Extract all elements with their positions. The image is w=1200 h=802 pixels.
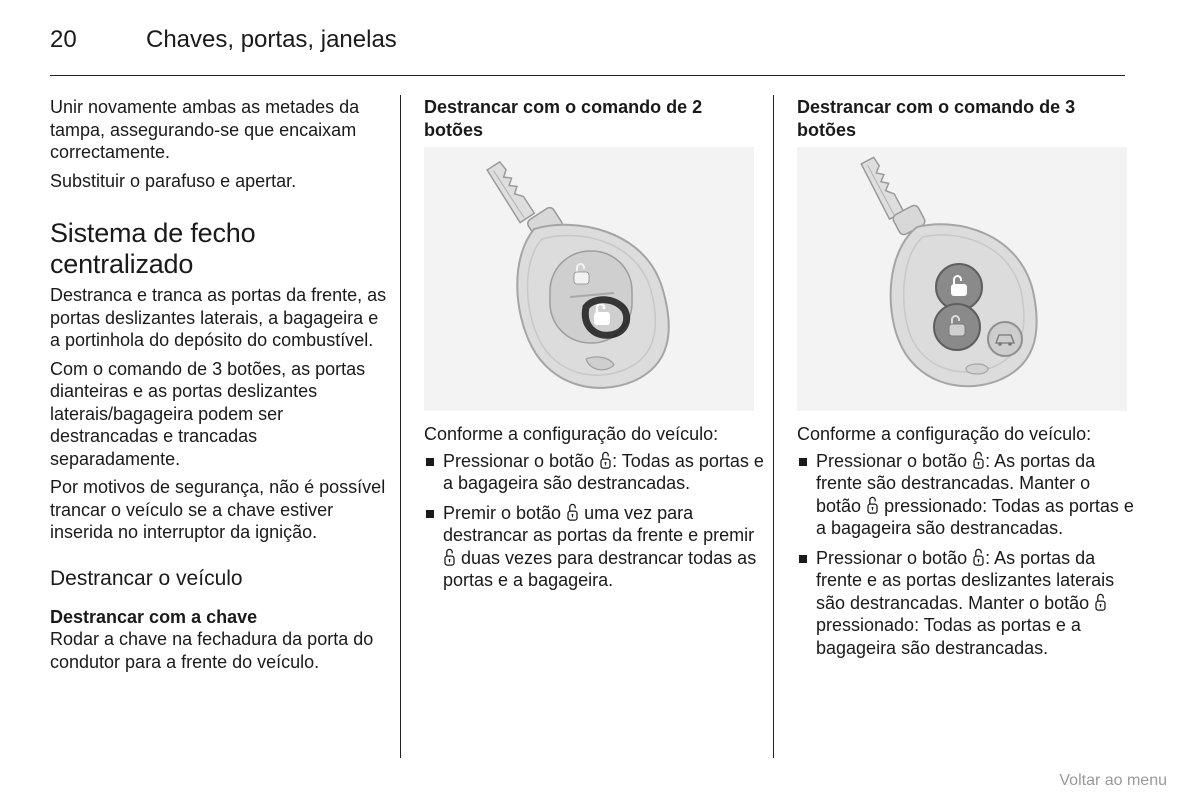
step-text: pressionado: Todas as portas e a bagageira são destrancadas. (816, 615, 1081, 658)
step-text: : As portas da frente e as portas deslizantes laterais são destrancadas. Manter o botão (816, 547, 1115, 613)
step-text: Premir o botão (443, 502, 562, 523)
list-item (797, 547, 1137, 660)
heading-2-button-remote: Destrancar com o comando de 2 botões (424, 97, 703, 140)
unlock-icon (973, 548, 984, 566)
paragraph-central-locking: Destranca e tranca as portas da frente, as portas deslizantes laterais, a bagageira e a portinhola do depósito do combustível. (50, 285, 387, 350)
paragraph-screw: Substituir o parafuso e apertar. (50, 170, 297, 191)
step-text: : Todas as portas e a bagageira são destrancadas. (443, 450, 764, 493)
column-divider-2 (773, 95, 774, 758)
step-text: Pressionar o botão (443, 450, 595, 471)
unlock-icon (867, 496, 878, 514)
header-rule (50, 75, 1125, 76)
step-text: : As portas da frente são destrancadas. Manter o botão (816, 450, 1096, 516)
heading-unlock-with-key: Destrancar com a chave (50, 606, 258, 627)
subsection-heading-unlock-vehicle: Destrancar o veículo (50, 566, 243, 590)
steps-3-button (797, 450, 1137, 660)
paragraph-safety: Por motivos de segurança, não é possível trancar o veículo se a chave estiver inserida no interruptor da ignição. (50, 477, 386, 542)
unlock-icon (1095, 593, 1106, 611)
column-3 (797, 96, 1137, 666)
list-item (797, 450, 1137, 540)
paragraph-reassemble: Unir novamente ambas as metades da tampa, assegurando-se que encaixam correctamente. (50, 97, 360, 162)
list-item (424, 502, 764, 592)
unlock-icon (567, 503, 578, 521)
section-heading-central-locking: Sistema de fecho centralizado (50, 218, 256, 279)
steps-2-button (424, 450, 764, 592)
page-header-title: Chaves, portas, janelas (146, 26, 397, 53)
heading-3-button-remote: Destrancar com o comando de 3 botões (797, 97, 1076, 140)
paragraph-3-button: Com o comando de 3 botões, as portas dianteiras e as portas deslizantes laterais/bagageira podem ser destrancadas e trancadas separadamente. (50, 358, 366, 469)
key-fob-2-buttons (424, 147, 754, 411)
column-divider-1 (400, 95, 401, 758)
column-2 (424, 96, 764, 599)
list-item (424, 450, 764, 495)
step-text: Pressionar o botão (816, 547, 968, 568)
column-1 (50, 96, 390, 679)
back-to-menu-link[interactable]: Voltar ao menu (1059, 772, 1167, 789)
intro-vehicle-configuration: Conforme a configuração do veículo: (424, 424, 719, 444)
unlock-icon (600, 451, 611, 469)
step-text: pressionado: Todas as portas e a bagageira são destrancadas. (816, 495, 1134, 538)
step-text: Pressionar o botão (816, 450, 968, 471)
paragraph-turn-key: Rodar a chave na fechadura da porta do condutor para a frente do veículo. (50, 629, 374, 672)
step-text: duas vezes para destrancar todas as portas e a bagageira. (443, 547, 757, 590)
key-fob-3-buttons (797, 147, 1127, 411)
step-text: uma vez para destrancar as portas da frente e premir (443, 502, 755, 545)
page-number: 20 (50, 26, 77, 53)
unlock-icon (444, 548, 455, 566)
unlock-icon (973, 451, 984, 469)
intro-vehicle-configuration: Conforme a configuração do veículo: (797, 424, 1092, 444)
